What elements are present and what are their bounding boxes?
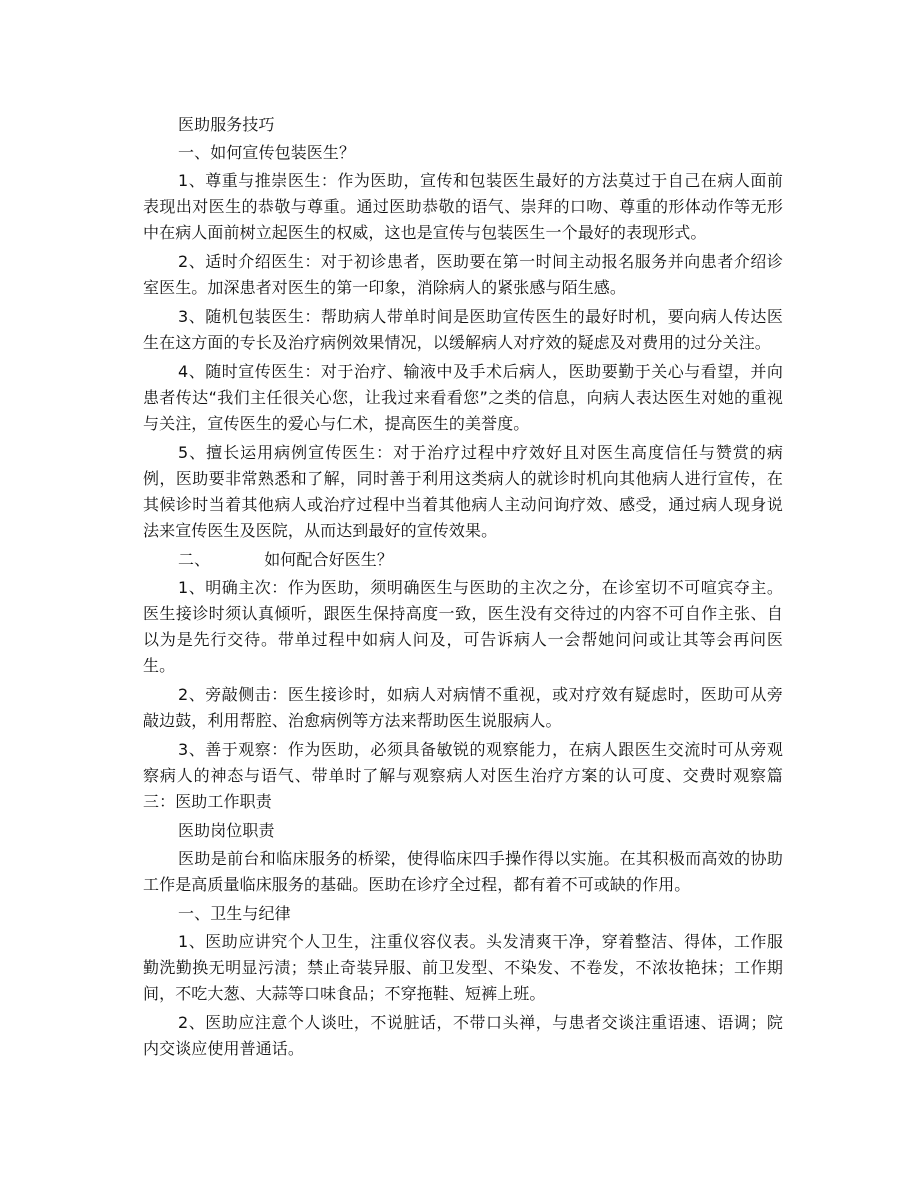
paragraph-s3-item2: 2、医助应注意个人谈吐，不说脏话，不带口头禅，与患者交谈注重语速、语调；院内交谈应使用普通话。 (143, 1013, 783, 1058)
paragraph-s1-item2: 2、适时介绍医生：对于初诊患者，医助要在第一时间主动报名服务并向患者介绍诊室医生。加深患者对医生的第一印象，消除病人的紧张感与陌生感。 (143, 252, 783, 297)
paragraph-s1-item5: 5、擅长运用病例宣传医生：对于治疗过程中疗效好且对医生高度信任与赞赏的病例，医助要非常熟悉和了解，同时善于利用这类病人的就诊时机向其他病人进行宣传，在其候诊时当着其他病人或治疗过程中当着其他病人主动问询疗效、感受，通过病人现身说法来宣传医生及医院，从而达到最好的宣传效果。 (143, 443, 783, 540)
section-heading-1: 一、如何宣传包装医生？ (178, 143, 356, 162)
section-heading-2 (143, 547, 783, 573)
paragraph-s1-item4: 4、随时宣传医生：对于治疗、输液中及手术后病人，医助要勤于关心与看望，并向患者传达“我们主任很关心您，让我过来看看您”之类的信息，向病人表达医生对她的重视与关注，宣传医生的爱心与仁术，提高医生的美誉度。 (143, 362, 783, 433)
paragraph-s1-item3: 3、随机包装医生：帮助病人带单时间是医助宣传医生的最好时机，要向病人传达医生在这方面的专长及治疗病例效果情况，以缓解病人对疗效的疑虑及对费用的过分关注。 (143, 307, 783, 352)
document-title-2: 医助岗位职责 (178, 821, 275, 840)
section-heading-2-number: 二、 (178, 550, 211, 569)
paragraph-intro: 医助是前台和临床服务的桥梁，使得临床四手操作得以实施。在其积极而高效的协助工作是高质量临床服务的基础。医助在诊疗全过程，都有着不可或缺的作用。 (143, 849, 783, 894)
paragraph-s2-item3: 3、善于观察：作为医助，必须具备敏锐的观察能力，在病人跟医生交流时可从旁观察病人的神态与语气、带单时了解与观察病人对医生治疗方案的认可度、交费时观察篇三：医助工作职责 (143, 740, 783, 811)
paragraph-s1-item1: 1、尊重与推崇医生：作为医助，宣传和包装医生最好的方法莫过于自己在病人面前表现出对医生的恭敬与尊重。通过医助恭敬的语气、崇拜的口吻、尊重的形体动作等无形中在病人面前树立起医生的权威，这也是宣传与包装医生一个最好的表现形式。 (143, 171, 783, 242)
paragraph-s2-item1: 1、明确主次：作为医助，须明确医生与医助的主次之分，在诊室切不可喧宾夺主。医生接诊时须认真倾听，跟医生保持高度一致，医生没有交待过的内容不可自作主张、自以为是先行交待。带单过程中如病人问及，可告诉病人一会帮她问问或让其等会再问医生。 (143, 578, 783, 675)
paragraph-s2-item2: 2、旁敲侧击：医生接诊时，如病人对病情不重视，或对疗效有疑虑时，医助可从旁敲边鼓，利用帮腔、治愈病例等方法来帮助医生说服病人。 (143, 685, 783, 730)
paragraph-s3-item1: 1、医助应讲究个人卫生，注重仪容仪表。头发清爽干净，穿着整洁、得体，工作服勤洗勤换无明显污渍；禁止奇装异服、前卫发型、不染发、不卷发，不浓妆艳抹；工作期间，不吃大葱、大蒜等口味食品；不穿拖鞋、短裤上班。 (143, 932, 783, 1003)
document-title: 医助服务技巧 (178, 115, 275, 134)
section-heading-2-text: 如何配合好医生？ (264, 550, 394, 569)
section-heading-3: 一、卫生与纪律 (178, 904, 291, 923)
document-body (143, 112, 783, 1065)
